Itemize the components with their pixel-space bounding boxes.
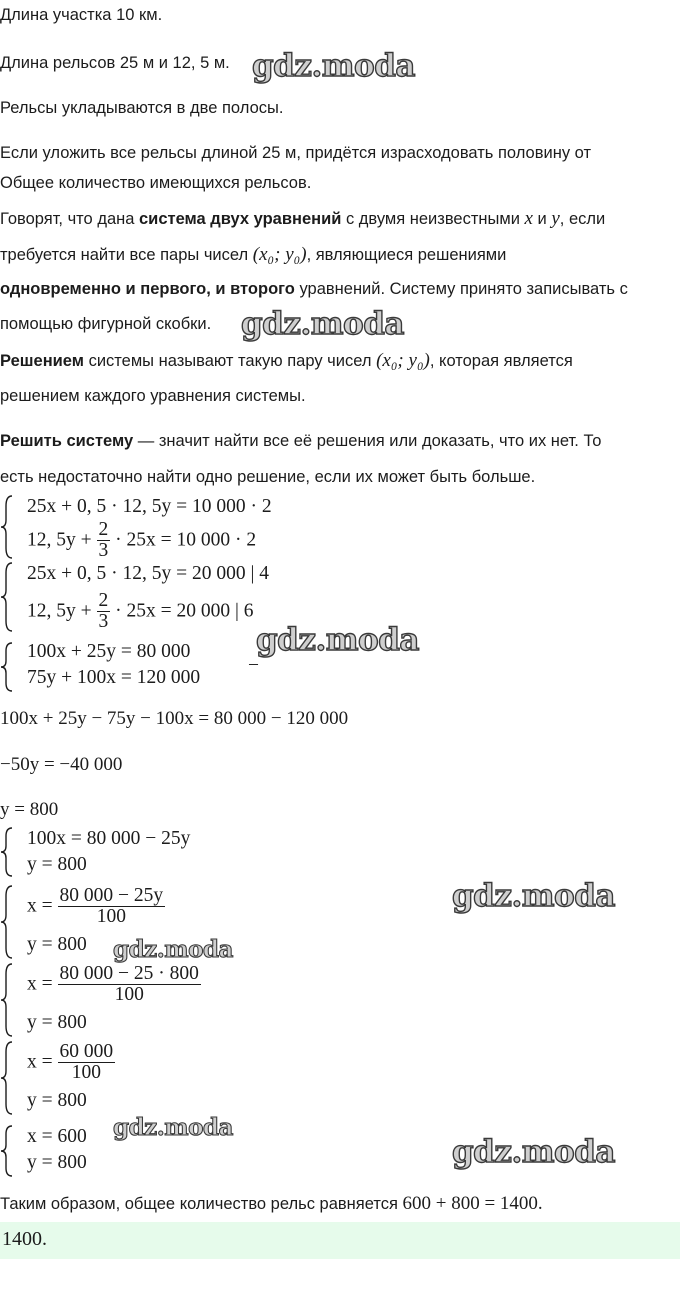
theory-line-4: помощью фигурной скобки. bbox=[0, 315, 212, 333]
system-8-eq-1: x = 600 bbox=[27, 1126, 87, 1147]
watermark: gdz.moda bbox=[452, 1134, 615, 1170]
theory-line-2: требуется найти все пары чисел (x₀; y₀), являющиеся решениями bbox=[0, 244, 507, 265]
system-7 bbox=[0, 1040, 680, 1116]
answer-value: 1400. bbox=[2, 1228, 47, 1250]
system-5-eq-1: x = $\frac{80 000 - 25y}{100}$ bbox=[27, 885, 164, 928]
system-7-eq-1: x = $\frac{60 000}{100}$ bbox=[27, 1041, 114, 1084]
brace-icon bbox=[0, 826, 16, 878]
system-1-eq-1: 25x + 0, 5 · 12, 5y = 10 000 · 2 bbox=[27, 496, 272, 517]
system-2-eq-1: 25x + 0, 5 · 12, 5y = 20 000 | 4 bbox=[27, 563, 270, 584]
equation-2: −50y = −40 000 bbox=[0, 754, 123, 775]
brace-icon bbox=[0, 561, 16, 633]
watermark: gdz.moda bbox=[452, 878, 615, 914]
answer-box bbox=[0, 1222, 680, 1259]
watermark: gdz.moda bbox=[241, 306, 404, 342]
system-6-eq-1: x = $\frac{80 000 - 25 \cdot 800}{100}$ bbox=[27, 963, 199, 1006]
system-4-eq-2: y = 800 bbox=[27, 854, 87, 875]
given-line-1: Длина участка 10 км. bbox=[0, 6, 163, 24]
brace-icon bbox=[0, 1124, 16, 1178]
system-4 bbox=[0, 826, 680, 878]
system-5-eq-2: y = 800 bbox=[27, 934, 87, 955]
equation-3: y = 800 bbox=[0, 799, 59, 820]
given-line-5: Общее количество имеющихся рельсов. bbox=[0, 174, 312, 192]
watermark: gdz.moda bbox=[256, 622, 419, 658]
brace-icon bbox=[0, 962, 16, 1038]
brace-icon bbox=[0, 494, 16, 560]
theory-line-8: есть недостаточно найти одно решение, если их может быть больше. bbox=[0, 468, 536, 486]
brace-icon bbox=[0, 884, 16, 960]
watermark: gdz.moda bbox=[252, 48, 415, 84]
given-line-2: Длина рельсов 25 м и 12, 5 м. bbox=[0, 54, 230, 72]
watermark: gdz.moda bbox=[113, 1114, 233, 1141]
system-2-eq-2: 12, 5y + $\frac{2}{3}$ · 25x = 20 000 | 6 bbox=[27, 590, 254, 633]
conclusion: Таким образом, общее количество рельс равняется 600 + 800 = 1400. bbox=[0, 1193, 543, 1214]
system-7-eq-2: y = 800 bbox=[27, 1090, 87, 1111]
system-4-eq-1: 100x = 80 000 − 25y bbox=[27, 828, 191, 849]
system-1-eq-2: 12, 5y + $\frac{2}{3}$ · 25x = 10 000 · 2 bbox=[27, 519, 257, 562]
given-line-4: Если уложить все рельсы длиной 25 м, придётся израсходовать половину от bbox=[0, 144, 592, 162]
system-8-eq-2: y = 800 bbox=[27, 1152, 87, 1173]
theory-line-7: Решить систему — значит найти все её решения или доказать, что их нет. То bbox=[0, 432, 602, 450]
system-3-minus: − bbox=[248, 655, 259, 676]
system-6-eq-2: y = 800 bbox=[27, 1012, 87, 1033]
theory-line-3: одновременно и первого, и второго уравнений. Систему принято записывать с bbox=[0, 280, 628, 298]
theory-line-6: решением каждого уравнения системы. bbox=[0, 387, 306, 405]
given-line-3: Рельсы укладываются в две полосы. bbox=[0, 99, 284, 117]
brace-icon bbox=[0, 1040, 16, 1116]
system-6 bbox=[0, 962, 680, 1038]
brace-icon bbox=[0, 641, 16, 693]
equation-1: 100x + 25y − 75y − 100x = 80 000 − 120 000 bbox=[0, 708, 349, 729]
system-1 bbox=[0, 494, 680, 560]
system-3-eq-2: 75y + 100x = 120 000 bbox=[27, 667, 201, 688]
theory-line-1: Говорят, что дана система двух уравнений с двумя неизвестными x и y, если bbox=[0, 208, 606, 229]
theory-line-5: Решением системы называют такую пару чисел (x₀; y₀), которая является bbox=[0, 350, 573, 371]
system-3-eq-1: 100x + 25y = 80 000 bbox=[27, 641, 191, 662]
watermark: gdz.moda bbox=[113, 936, 233, 963]
